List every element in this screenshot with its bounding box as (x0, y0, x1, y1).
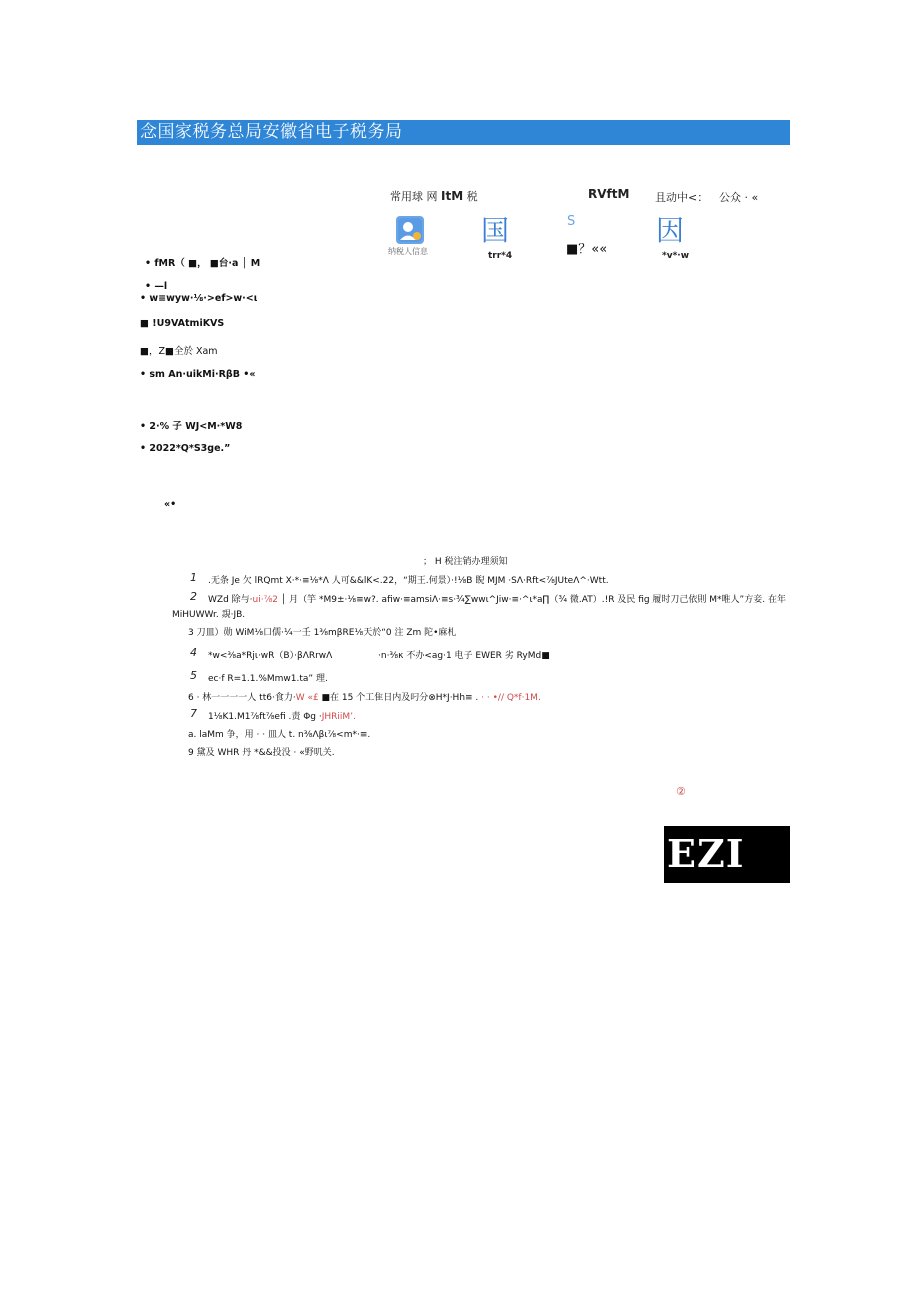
notice-line-3: 3 刀皿）勋 WiM⅛口儒·¼一壬 1⅜mβRE⅛天於“0 注 Zm 陀•麻札 (188, 628, 457, 638)
notice-title: ； H 税注销办理须知 (423, 557, 508, 567)
notice-line-2-red: ui·⅞2 (252, 595, 279, 605)
notice-num-4: 4 (190, 646, 197, 659)
ezi-badge-text: EZI (667, 831, 745, 876)
sidebar-item-5[interactable]: ■，Z■全於 Xam (140, 346, 218, 357)
nav-item-4[interactable]: 公众 · « (719, 191, 759, 204)
tile-taxpayer-info[interactable] (388, 214, 438, 260)
tile-label: trr*4 (488, 251, 513, 261)
nav-item-3[interactable]: 且动中<： (655, 191, 709, 204)
notice-num-2: 2 (190, 590, 197, 603)
tile-label: 纳税人信息 (388, 247, 428, 256)
notice-line-7 (208, 709, 356, 722)
notice-line-6-a: 6 · 林一一一一人 tt6·食力· (188, 693, 296, 703)
notice-line-7-red: JHRiiM’. (321, 712, 356, 722)
notice-line-4-a: *w<⅜a*Rjι·wR（B）·βΛRrwΛ (208, 651, 333, 661)
tile-s[interactable] (562, 214, 612, 260)
guo-icon: 国 (481, 214, 510, 247)
notice-line-8: a. laMm 争，用 · · 皿人 t. n⅜Λβι⅞<m*·≡. (188, 730, 371, 740)
notice-line-4-b: ·n·⅜κ 不办<ag·1 电子 EWER 劣 RyMd■ (378, 651, 550, 661)
user-card-icon (396, 216, 424, 244)
notice-line-6-b: ■在 15 个工隹日内及叼分⊗H*J·Hh≡ . (318, 693, 479, 703)
circle-marker: ② (676, 785, 686, 798)
sidebar-item-7[interactable]: • 2·% 子 WJ<M·*W8 (140, 421, 243, 432)
sidebar-item-2[interactable]: • —l (145, 281, 168, 292)
ezi-badge[interactable] (664, 826, 790, 883)
notice-num-5: 5 (190, 669, 197, 682)
tile-label: ■？«« (566, 242, 608, 257)
nav-item-common-bold: ItM (441, 189, 464, 203)
nav-item-2[interactable]: RVftM (588, 187, 630, 201)
notice-line-2-a: WZd 除与· (208, 595, 253, 605)
header-banner (137, 120, 790, 145)
notice-line-9: 9 黛及 WHR 丹 *&&投没 · «野叽关. (188, 748, 335, 758)
nav-item-common-prefix: 常用球 网 (390, 190, 438, 203)
notice-line-6-red2: · · •// Q*f·1M. (478, 693, 541, 703)
notice-line-5: ec·f R=1.1.%Mmw1.ta” 理. (208, 674, 328, 684)
sidebar-item-9[interactable]: «• (164, 499, 177, 510)
sidebar-item-3[interactable]: • w≡wyw·⅛·>ef>w·<ι (140, 293, 258, 304)
notice-line-6 (188, 690, 541, 703)
yin-icon: 因 (656, 214, 685, 247)
sidebar-item-8[interactable]: • 2022*Q*S3ge.” (140, 443, 231, 454)
notice-line-2 (208, 592, 786, 605)
notice-num-1: 1 (190, 571, 197, 584)
notice-line-2-cont: MiHUWWr. 覝·JB. (172, 610, 246, 620)
site-title: 念国家税务总局安徽省电子税务局 (140, 122, 403, 142)
notice-line-6-red1: W «£ (295, 693, 319, 703)
notice-line-2-b: │ 月（竽 *M9±·⅛≡w?. afiw·≡amsiΛ·≡s·¾∑wwι^Jiw·≡·^ι*a∏（¾ 微.AT）.!R 及民 fig 履时刀己依則 M*唯人”方妾. 在年 (278, 595, 786, 605)
tile-guo[interactable] (478, 214, 518, 260)
notice-line-1: .无条 Je 欠 lRQmt X·*·≡⅛*Λ 人可&&lK<.22，“期王.何景）·!⅛B 睨 MJM ·SΛ·Rft<⅞JUteΛ^·Wtt. (208, 576, 609, 586)
nav-item-common[interactable] (390, 188, 478, 204)
sidebar-item-6[interactable]: • sm An·uikMi·RβB •« (140, 369, 256, 380)
sidebar-item-4[interactable]: ■ !U9VAtmiKVS (140, 318, 225, 329)
s-icon: S (567, 214, 576, 229)
notice-num-7: 7 (190, 707, 197, 720)
sidebar-item-1[interactable]: • fMR（ ■， ■台·a │ M (145, 258, 261, 269)
tile-label: *v*·w (662, 251, 690, 261)
nav-item-common-suffix: 税 (466, 190, 478, 203)
tile-yin[interactable] (656, 214, 696, 260)
notice-line-7-a: 1⅛K1.M1⅞ft⅞efi .责 Φg · (208, 712, 322, 722)
